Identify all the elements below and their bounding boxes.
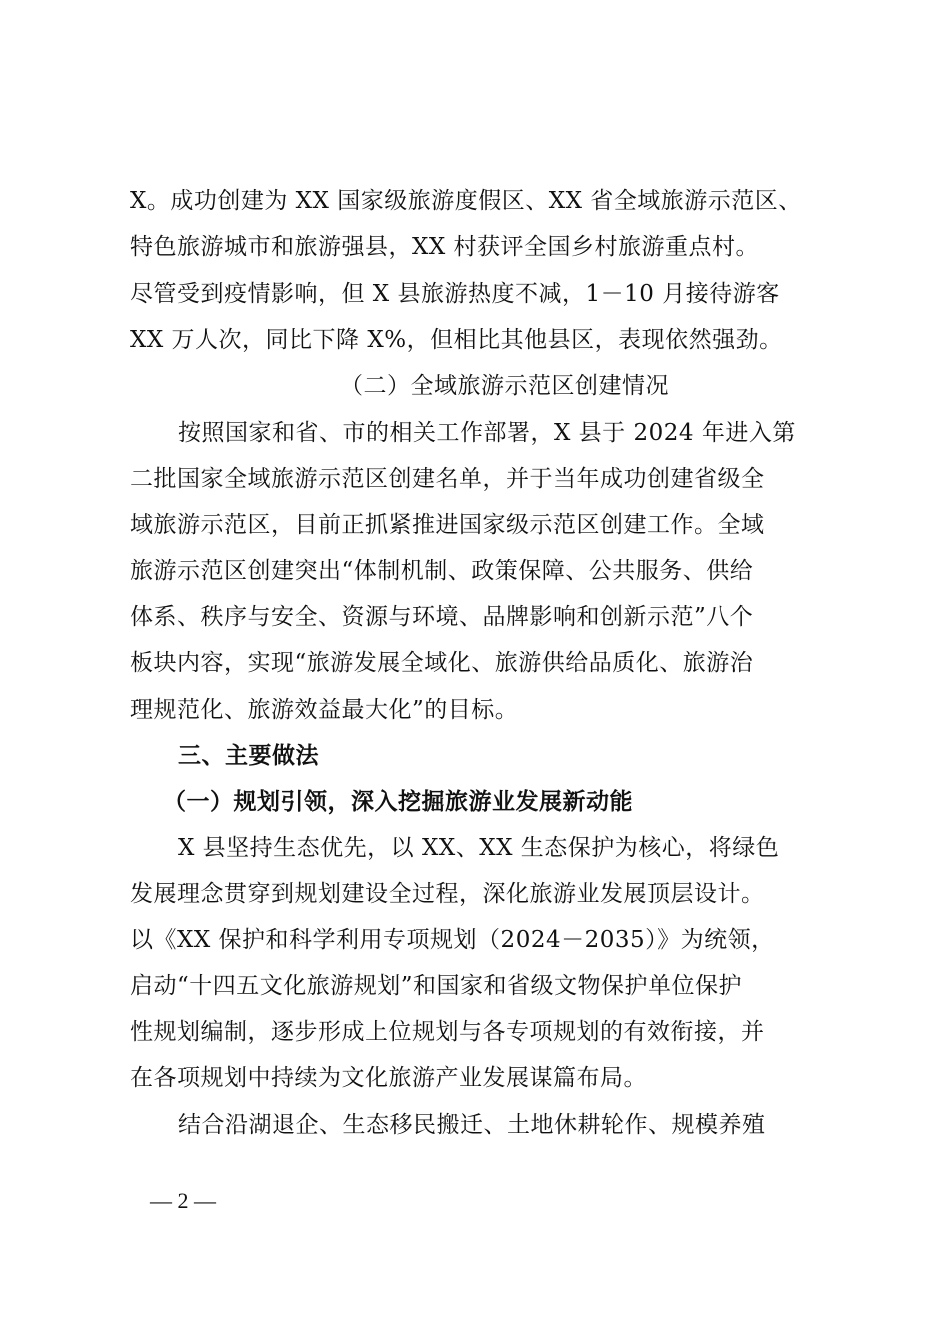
- subheading-planning: （一）规划引领，深入挖掘旅游业发展新动能: [163, 788, 633, 815]
- paragraph-line: 以《XX 保护和科学利用专项规划（2024－2035）》为统领，: [130, 927, 775, 953]
- paragraph-line: 二批国家全域旅游示范区创建名单，并于当年成功创建省级全: [130, 466, 765, 492]
- paragraph-line: 在各项规划中持续为文化旅游产业发展谋篇布局。: [130, 1065, 647, 1091]
- paragraph-line: 性规划编制，逐步形成上位规划与各专项规划的有效衔接，并: [130, 1019, 765, 1045]
- paragraph-line: 体系、秩序与安全、资源与环境、品牌影响和创新示范”八个: [130, 604, 754, 630]
- paragraph-line: 结合沿湖退企、生态移民搬迁、土地休耕轮作、规模养殖: [178, 1112, 766, 1138]
- text-line: XX 万人次，同比下降 X%，但相比其他县区，表现依然强劲。: [130, 327, 783, 353]
- paragraph-line: X 县坚持生态优先，以 XX、XX 生态保护为核心，将绿色: [178, 835, 780, 861]
- text-line: 尽管受到疫情影响，但 X 县旅游热度不减，1－10 月接待游客: [130, 281, 780, 307]
- heading-main-practices: 三、主要做法: [178, 743, 319, 769]
- section-title: （二）全域旅游示范区创建情况: [340, 373, 669, 399]
- paragraph-line: 旅游示范区创建突出“体制机制、政策保障、公共服务、供给: [130, 558, 754, 584]
- paragraph-line: 按照国家和省、市的相关工作部署，X 县于 2024 年进入第: [178, 420, 796, 446]
- paragraph-line: 发展理念贯穿到规划建设全过程，深化旅游业发展顶层设计。: [130, 881, 765, 907]
- page-number: — 2 —: [150, 1188, 216, 1213]
- paragraph-line: 板块内容，实现“旅游发展全域化、旅游供给品质化、旅游治: [130, 650, 754, 676]
- paragraph-line: 启动“十四五文化旅游规划”和国家和省级文物保护单位保护: [130, 973, 743, 999]
- text-line: 特色旅游城市和旅游强县，XX 村获评全国乡村旅游重点村。: [130, 234, 760, 260]
- paragraph-line: 理规范化、旅游效益最大化”的目标。: [130, 697, 519, 723]
- paragraph-line: 域旅游示范区，目前正抓紧推进国家级示范区创建工作。全域: [130, 512, 765, 538]
- text-line: X。成功创建为 XX 国家级旅游度假区、XX 省全域旅游示范区、: [130, 188, 802, 214]
